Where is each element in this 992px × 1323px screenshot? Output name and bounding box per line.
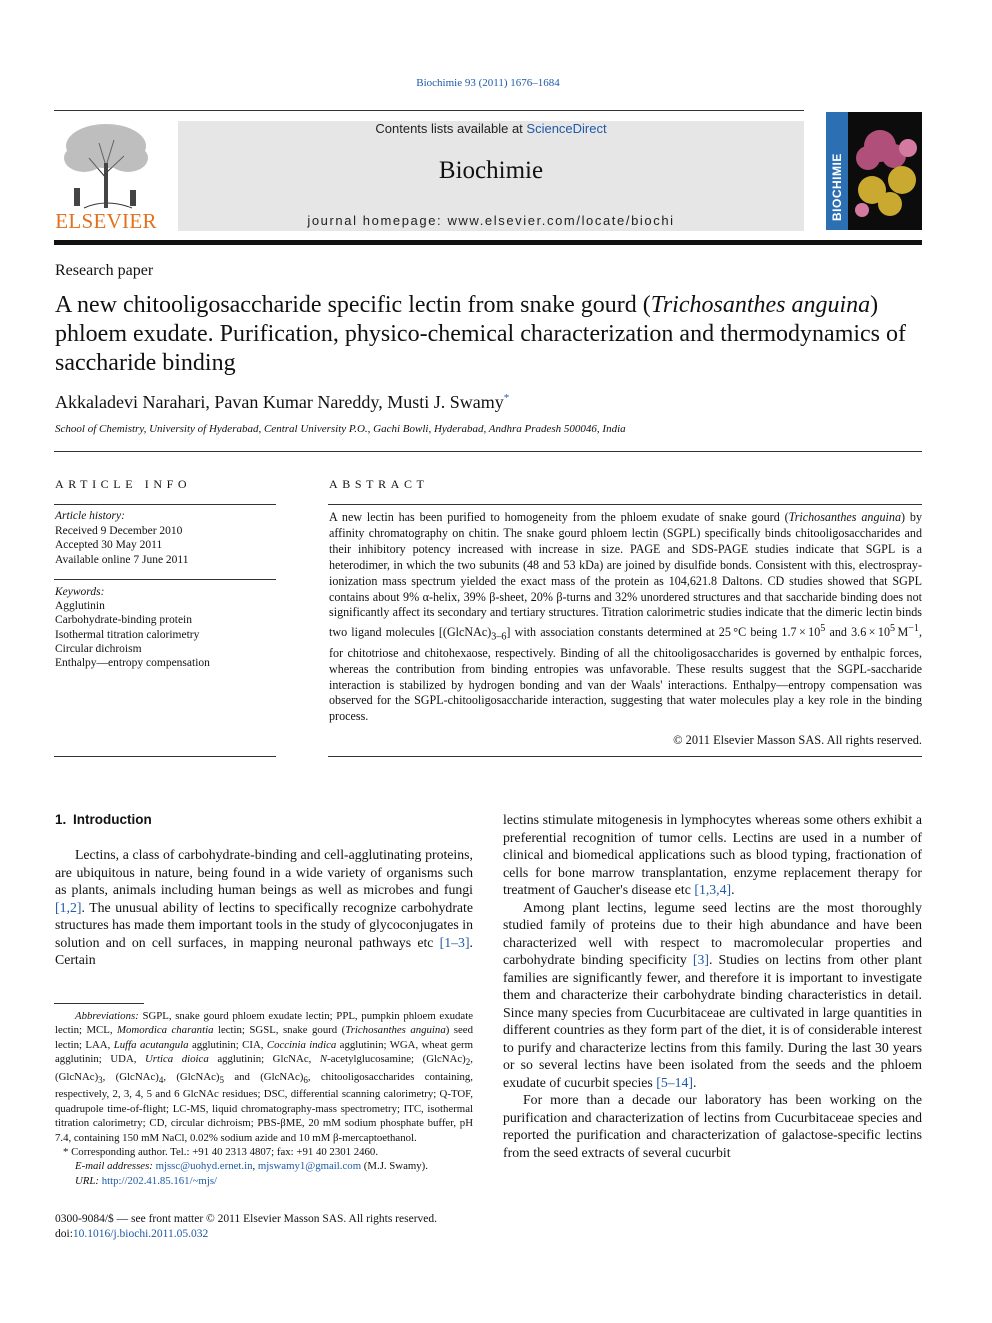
keyword-item: Enthalpy—entropy compensation [55, 657, 210, 670]
elsevier-logo [54, 118, 158, 234]
journal-homepage[interactable]: journal homepage: www.elsevier.com/locate/biochi [307, 213, 675, 228]
keywords-rule [54, 579, 276, 580]
article-type: Research paper [55, 262, 154, 279]
abstract-rule [328, 504, 922, 505]
title-italic-species: Trichosanthes anguina [650, 292, 871, 318]
keyword-item: Agglutinin [55, 600, 105, 613]
fn-seg: , (GlcNAc) [102, 1070, 159, 1083]
fn-seg: -acetylglucosamine; (GlcNAc) [327, 1053, 466, 1066]
article-history [55, 509, 275, 567]
abstract-seg: ] with association constants determined at 25 °C being 1.7 × 10 [506, 625, 821, 640]
contents-prefix: Contents lists available at [375, 121, 527, 136]
header-thick-rule [54, 240, 922, 245]
issn-line: 0300-9084/$ — see front matter © 2011 Elsevier Masson SAS. All rights reserved. [55, 1213, 438, 1225]
abstract-seg: A new lectin has been purified to homogeneity from the phloem exudate of snake gourd ( [329, 510, 789, 524]
doi-line [55, 1227, 485, 1242]
fn-seg: agglutinin; CIA, [188, 1038, 267, 1051]
abstract-text [329, 510, 922, 725]
elsevier-wordmark: ELSEVIER [55, 209, 157, 233]
intro-column-left [55, 846, 473, 969]
intro-paragraph [503, 899, 922, 1092]
fn-seg: , chitooligosaccharides containing, respectively, 2, 3, 4, 5 and 6 GlcNAc residues; DSC, differential scanning calorimetry; Q-TOF, quadrupole time-of-flight; LC-MS, liquid chromatography-mass spectrometry; ITC, isothermal titration calorimetry; CD, circular dichroism; PBS-βME, 20 mM sodium phosphate buffer, pH 7.4, containing 150 mM NaCl, 0.02% sodium azide and 10 mM β-mercaptoethanol. [55, 1070, 473, 1144]
email-link-1[interactable]: mjssc@uohyd.ernet.in [155, 1160, 253, 1173]
abstract-seg: M [895, 625, 909, 640]
doi-label: doi: [55, 1227, 73, 1240]
fn-sub: 2 [465, 1057, 471, 1068]
title-text-1: A new chitooligosaccharide specific lectin from snake gourd ( [55, 292, 651, 318]
intro-seg: Lectins, a class of carbohydrate-binding and cell-agglutinating proteins, are ubiquitous in nature, being found in a wide variety of organisms such as plants, animals including human beings as well as microbes and fungi [55, 847, 473, 897]
email-footnote [55, 1159, 473, 1173]
doi-link[interactable]: 10.1016/j.biochi.2011.05.032 [72, 1227, 209, 1240]
intro-column-right [503, 811, 922, 1161]
url-footnote [55, 1174, 473, 1188]
fn-italic: Luffa acutangula [113, 1038, 189, 1051]
reference-link[interactable]: [1,2] [55, 899, 82, 915]
abstract-sub: 3–6 [491, 631, 507, 643]
corresponding-author-footnote [55, 1145, 473, 1159]
keywords-label: Keywords: [55, 586, 105, 598]
fn-seg: SGPL, snake gourd phloem exudate lectin; PPL, pumpkin phloem exudate lectin; MCL, [55, 1010, 473, 1037]
fn-italic: Urtica dioica [145, 1053, 209, 1066]
reference-link[interactable]: [1–3] [439, 934, 470, 950]
abbreviations-label: Abbreviations: [75, 1010, 139, 1022]
author-url-link[interactable]: http://202.41.85.161/~mjs/ [101, 1174, 218, 1187]
footnotes [55, 1009, 473, 1188]
intro-paragraph-continued [503, 811, 922, 899]
accepted-date: Accepted 30 May 2011 [55, 539, 163, 551]
abstract-sup: 5 [820, 623, 826, 635]
url-label: URL: [75, 1174, 99, 1187]
fn-seg: agglutinin; WGA, wheat germ agglutinin; UDA, [55, 1038, 473, 1066]
title-text-2: ) phloem exudate. Purification, physico-chemical characterization and thermodynamics of saccharide binding [55, 292, 907, 376]
fn-seg: and (GlcNAc) [224, 1070, 304, 1083]
elsevier-tree-icon [54, 118, 158, 210]
abstract-seg: ) by affinity chromatography on chitin. The snake gourd phloem lectin (SGPL) specifically binds chitooligosaccharides and their inhibitory potency increased with increase in size. PAGE and SDS-PAGE studies indicate that SGPL is a heterodimer, in which the two subunits (48 and 53 kDa) are joined by disulfide bonds. Consistent with this, electrospray-ionization mass spectrum yielded the exact mass of the protein as 104,621.8 Daltons. CD studies showed that SGPL contains about 9% α-helix, 39% β-sheet, 20% β-turns and 32% unordered structures and that saccharide binding does not significantly affect its secondary and tertiary structures. Titration calorimetric studies indicate that the dimeric lectin binds two ligand molecules [(GlcNAc) [329, 510, 922, 640]
keywords [55, 585, 275, 670]
email-link-2[interactable]: mjswamy1@gmail.com [257, 1160, 362, 1173]
keyword-item: Circular dichroism [55, 642, 142, 655]
keyword-item: Isothermal titration calorimetry [55, 628, 200, 641]
received-date: Received 9 December 2010 [55, 524, 183, 537]
fn-seg: lectin; SGSL, snake gourd ( [213, 1024, 346, 1037]
intro-seg: . [693, 1074, 697, 1090]
journal-cover [826, 112, 922, 230]
fn-italic: N [319, 1053, 328, 1066]
article-info-heading: ARTICLE INFO [55, 477, 192, 491]
journal-name: Biochimie [438, 157, 544, 184]
email-owner: (M.J. Swamy). [361, 1160, 428, 1173]
corresponding-text: Corresponding author. Tel.: +91 40 2313 4807; fax: +91 40 2301 2460. [68, 1145, 379, 1158]
keyword-item: Carbohydrate-binding protein [55, 614, 193, 627]
intro-seg: Among plant lectins, legume seed lectins are the most thoroughly studied family of proteins due to their high abundance and have been characterized well with respect to macromolecular properties and carbohydrate binding specificity [503, 899, 922, 967]
intro-seg: . The unusual ability of lectins to specifically recognize carbohydrate structures has made them important tools in the study of glycoconjugates in solution and on cell surfaces, in mapping neuronal pathways etc [55, 899, 473, 950]
article-info-bottom-rule [54, 756, 276, 757]
abstract-heading: ABSTRACT [329, 477, 429, 491]
fn-italic: Coccinia indica [266, 1038, 337, 1051]
protein-structure-icon [850, 118, 922, 228]
fn-seg: , (GlcNAc) [163, 1070, 220, 1083]
abstract-sup: −1 [908, 623, 919, 635]
fn-italic: Momordica charantia [117, 1024, 214, 1037]
journal-banner [178, 121, 804, 231]
intro-seg: lectins stimulate mitogenesis in lymphocytes whereas some others exhibit a preferential recognition of tumor cells. Lectins are used in a number of clinical and biomedical applications such as blood typing, fractionation of cells for bone marrow transplantation, enzyme replacement therapy for treatment of Gaucher's disease etc [503, 812, 922, 897]
article-info-rule [54, 504, 276, 505]
intro-paragraph: For more than a decade our laboratory has been working on the purification and characterization of lectins from Cucurbitaceae species and reported the purification and characterization of galactose-specific lectins from the seed extracts of several cucurbit [503, 1092, 922, 1160]
abstract-copyright: © 2011 Elsevier Masson SAS. All rights reserved. [673, 733, 922, 747]
history-label: Article history: [55, 510, 125, 522]
corresponding-mark: * [63, 1145, 69, 1158]
cover-spine-text: BIOCHIMIE [830, 153, 844, 221]
contents-line [178, 121, 804, 136]
author-list [55, 392, 509, 413]
affiliation: School of Chemistry, University of Hyderabad, Central University P.O., Gachi Bowli, Hyderabad, Andhra Pradesh 500046, India [55, 423, 626, 435]
section-rule [54, 451, 922, 452]
reference-link[interactable]: [3] [692, 952, 709, 967]
header-rule [54, 110, 804, 111]
abbreviations-footnote [55, 1009, 473, 1145]
abstract-species: Trichosanthes anguina [788, 510, 902, 524]
fn-sub: 4 [158, 1074, 164, 1085]
fn-italic: Trichosanthes anguina [345, 1024, 446, 1037]
intro-seg: . Studies on lectins from other plant families are significantly fewer, and therefore it is important to investigate them and characterize their carbohydrate binding characteristics in detail. Since many species from Cucurbitaceae are cultivated in large quantities in different countries as they form part of the diet, it is of considerable interest to purify and characterize lectins from this family. During the last 30 years or so several lectins have been isolated from the seeds and the phloem exudate of cucurbit species [503, 952, 922, 1090]
fn-sub: 3 [98, 1074, 103, 1085]
fn-sub: 5 [219, 1074, 225, 1085]
journal-citation[interactable]: Biochimie 93 (2011) 1676–1684 [416, 77, 560, 89]
email-label: E-mail addresses: [75, 1160, 153, 1173]
fn-seg: agglutinin; GlcNAc, [208, 1053, 320, 1066]
article-title [55, 291, 925, 378]
introduction-heading: 1. Introduction [55, 812, 152, 827]
intro-seg: . [731, 882, 735, 897]
online-date: Available online 7 June 2011 [55, 553, 189, 566]
abstract-seg: and 3.6 × 10 [825, 625, 890, 640]
front-matter-note [55, 1212, 485, 1241]
reference-link[interactable]: [5–14] [656, 1074, 694, 1090]
sciencedirect-link[interactable]: ScienceDirect [526, 121, 607, 136]
reference-link[interactable]: [1,3,4] [694, 882, 732, 897]
intro-paragraph [55, 846, 473, 969]
intro-seg: . Certain [55, 934, 473, 967]
fn-sub: 6 [303, 1074, 308, 1085]
abstract-sup: 5 [890, 623, 896, 635]
fn-seg: , (GlcNAc) [55, 1053, 473, 1083]
fn-seg: ) seed lectin; LAA, [55, 1024, 473, 1051]
abstract-bottom-rule [328, 756, 922, 757]
email-separator: , [252, 1160, 258, 1173]
authors-names: Akkaladevi Narahari, Pavan Kumar Nareddy, Musti J. Swamy [55, 392, 504, 412]
footnote-rule [54, 1003, 144, 1004]
abstract-seg: , for chitotriose and chitohexaose, respectively. Binding of all the chitooligosaccharides is governed by enthalpic forces, whereas the contribution from binding entropies was unfavorable. These results suggest that the SGPL-saccharide interaction is stabilized by hydrogen bonding and van der Waals' interactions. Enthalpy—entropy compensation was observed for the SGPL-chitooligosaccharide interaction, suggesting that water molecules play a key role in the binding process. [329, 625, 922, 724]
corresponding-author-mark[interactable]: * [503, 392, 510, 404]
